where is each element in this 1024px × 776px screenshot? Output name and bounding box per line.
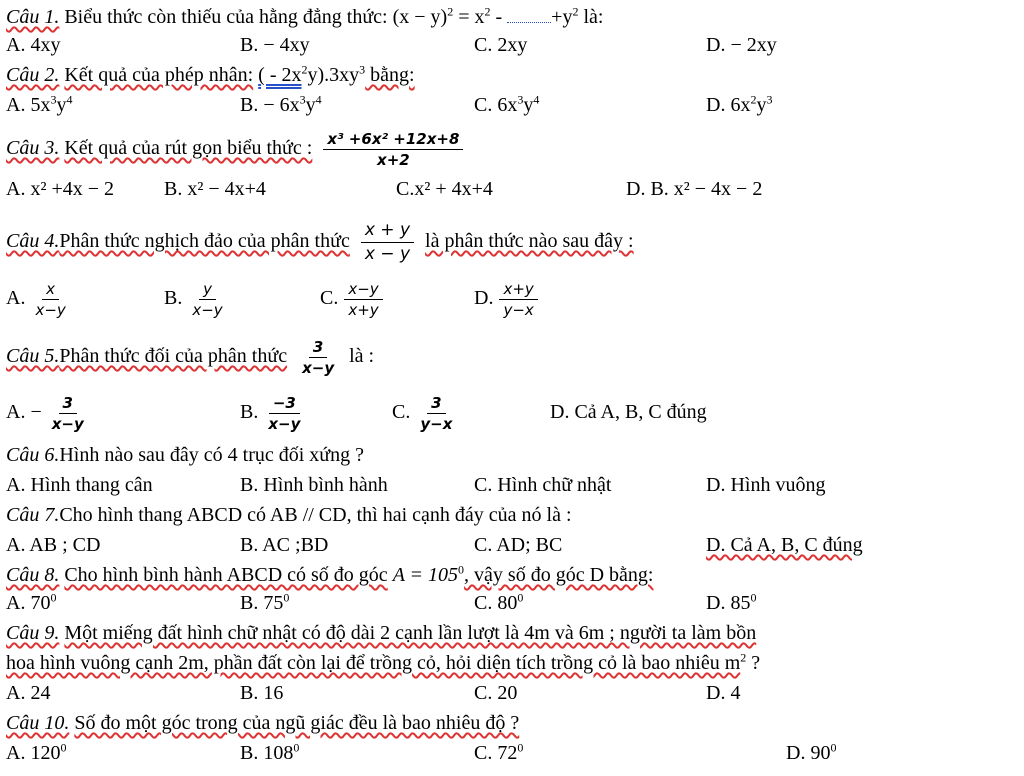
question-3 [0, 120, 1024, 176]
question-text: Hình nào sau đây có 4 trục đối xứng ? [59, 444, 365, 466]
question-text: Cho hình bình hành ABCD có số đo góc [64, 564, 388, 586]
option-a[interactable]: A. x² +4x − 2 [6, 178, 114, 200]
question-5 [0, 328, 1024, 384]
answers-7 [0, 530, 1024, 560]
angle-expr: A = 105 [392, 564, 459, 586]
option-b[interactable]: B. x² − 4x+4 [164, 178, 266, 200]
option-a[interactable]: A. − $\frac{3}{x-y}$ [6, 393, 84, 433]
question-number: Câu 5. [6, 345, 60, 367]
question-number: Câu 8. [6, 564, 60, 586]
question-6-stem [6, 440, 364, 470]
expr-part: - [490, 6, 508, 28]
answers-4 [0, 270, 1024, 326]
option-b[interactable]: B. $75^0$ [240, 590, 290, 614]
exponent: 3 [359, 62, 366, 77]
option-d[interactable]: D. Cả A, B, C đúng [706, 534, 863, 556]
option-a[interactable]: A. Hình thang cân [6, 474, 153, 496]
expr-part: bằng: [365, 64, 415, 86]
option-c[interactable]: C. $\frac{x-y}{x+y}$ [320, 270, 389, 326]
question-1-stem [6, 2, 603, 32]
question-tail: là phân thức nào sau đây : [425, 230, 634, 252]
question-number: Câu 4. [6, 230, 60, 252]
option-d[interactable]: D. Hình vuông [706, 474, 826, 496]
question-text: Phân thức nghịch đảo của phân thức [59, 230, 350, 252]
question-text: Cho hình thang ABCD có AB // CD, thì hai cạnh đáy của nó là : [59, 504, 572, 526]
question-number: Câu 3. [6, 137, 60, 159]
question-4 [0, 210, 1024, 272]
question-10-stem [6, 708, 519, 738]
expr-part: y).3xy [307, 64, 360, 86]
option-a[interactable]: A. $5x^3y^4$ [6, 92, 73, 116]
option-c[interactable]: C. 2xy [474, 34, 528, 56]
option-a[interactable]: A. $120^0$ [6, 740, 67, 764]
option-d[interactable]: D. $85^0$ [706, 590, 757, 614]
question-5-stem [6, 328, 374, 384]
degree: 0 [458, 562, 465, 577]
option-d[interactable]: D. Cả A, B, C đúng [550, 401, 707, 423]
expr-part: là: [578, 6, 604, 28]
option-c[interactable]: C. AD; BC [474, 534, 563, 556]
option-d[interactable]: D. $6x^2y^3$ [706, 92, 773, 116]
question-8 [0, 560, 1024, 590]
question-6 [0, 440, 1024, 470]
option-c[interactable]: C. $72^0$ [474, 740, 524, 764]
option-d[interactable]: D. B. x² − 4x − 2 [626, 178, 763, 200]
question-10 [0, 708, 1024, 738]
expr-part: +y [551, 6, 573, 28]
question-9-line-2 [6, 648, 760, 678]
question-3-stem [6, 120, 469, 176]
question-text: Kết quả của phép nhân: [64, 64, 254, 86]
fraction: $\frac{3}{x-y}$ [302, 337, 335, 377]
question-text: Số đo một góc trong của ngũ giác đều là bao nhiêu độ ? [74, 712, 520, 734]
option-b[interactable]: B. − 4xy [240, 34, 310, 56]
question-2-stem [6, 60, 415, 90]
question-8-stem [6, 560, 653, 590]
question-tail: là : [349, 345, 375, 367]
expr-part: ( - 2x [258, 64, 302, 86]
option-c[interactable]: C. $80^0$ [474, 590, 524, 614]
blank-line [507, 4, 551, 23]
question-number: Câu 7. [6, 504, 60, 526]
question-4-stem [6, 210, 634, 272]
question-9 [0, 618, 1024, 648]
question-text: Phân thức đối của phân thức [59, 345, 288, 367]
answers-5 [0, 384, 1024, 440]
option-d[interactable]: D. $\frac{x+y}{y-x}$ [474, 270, 544, 326]
option-a[interactable]: A. 24 [6, 682, 51, 704]
question-text: hoa hình vuông cạnh 2m, phần đất còn lại để trồng cỏ, hỏi diện tích trồng cỏ là bao nhiêu m [6, 652, 741, 674]
question-text: Một miếng đất hình chữ nhật có độ dài 2 cạnh lần lượt là 4m và 6m ; người ta làm bồn [64, 622, 757, 644]
question-number: Câu 1. [6, 6, 60, 28]
option-a[interactable]: A. $\frac{x}{x-y}$ [6, 279, 66, 319]
option-b[interactable]: B. − $6x^3y^4$ [240, 92, 322, 116]
answers-3 [0, 174, 1024, 204]
option-a[interactable]: A. AB ; CD [6, 534, 101, 556]
option-b[interactable]: B. $108^0$ [240, 740, 300, 764]
option-b[interactable]: B. Hình bình hành [240, 474, 388, 496]
option-d[interactable]: D. $90^0$ [786, 740, 837, 764]
exponent: 2 [301, 62, 308, 77]
exponent: 2 [484, 4, 491, 19]
question-text: Kết quả của rút gọn biểu thức : [64, 137, 313, 159]
answers-10 [0, 738, 1024, 768]
question-2 [0, 60, 1024, 90]
question-tail: , vậy số đo góc D bằng: [464, 564, 654, 586]
option-b[interactable]: B. 16 [240, 682, 284, 704]
option-a[interactable]: A. $70^0$ [6, 590, 57, 614]
exponent: 2 [572, 4, 579, 19]
question-1 [0, 2, 1024, 32]
option-c[interactable]: C.x² + 4x+4 [396, 178, 493, 200]
question-number: Câu 9. [6, 622, 60, 644]
fraction: $\frac{\text{x³ +6x² +12x+8}}{x+2}$ [323, 129, 463, 170]
question-9-line-1 [6, 618, 756, 648]
question-number: Câu 2. [6, 64, 60, 86]
answers-1 [0, 30, 1024, 60]
question-7 [0, 500, 1024, 530]
question-7-stem [6, 500, 572, 530]
exponent: 2 [447, 4, 454, 19]
option-c[interactable]: C. 20 [474, 682, 518, 704]
question-9-cont [0, 648, 1024, 678]
option-c[interactable]: C. $6x^3y^4$ [474, 92, 540, 116]
option-a[interactable]: A. 4xy [6, 34, 61, 56]
question-mark: ? [746, 652, 761, 674]
option-d[interactable]: D. 4 [706, 682, 741, 704]
exponent: 2 [740, 650, 747, 665]
option-c[interactable]: C. $\frac{3}{y-x}$ [392, 393, 453, 433]
answers-9 [0, 678, 1024, 708]
question-number: Câu 10. [6, 712, 70, 734]
option-b[interactable]: B. $\frac{y}{x-y}$ [164, 279, 223, 319]
expr-part: = x [453, 6, 485, 28]
answers-6 [0, 470, 1024, 500]
option-b[interactable]: B. AC ;BD [240, 534, 329, 556]
fraction: $\frac{x + y}{x - y}$ [361, 219, 414, 266]
answers-8 [0, 588, 1024, 618]
answers-2 [0, 90, 1024, 120]
option-c[interactable]: C. Hình chữ nhật [474, 474, 612, 496]
option-d[interactable]: D. − 2xy [706, 34, 777, 56]
question-text: Biểu thức còn thiếu của hằng đẳng thức: [64, 6, 388, 28]
option-b[interactable]: B. $\frac{-3}{x-y}$ [240, 393, 301, 433]
question-number: Câu 6. [6, 444, 60, 466]
expr-part: (x − y) [392, 6, 448, 28]
